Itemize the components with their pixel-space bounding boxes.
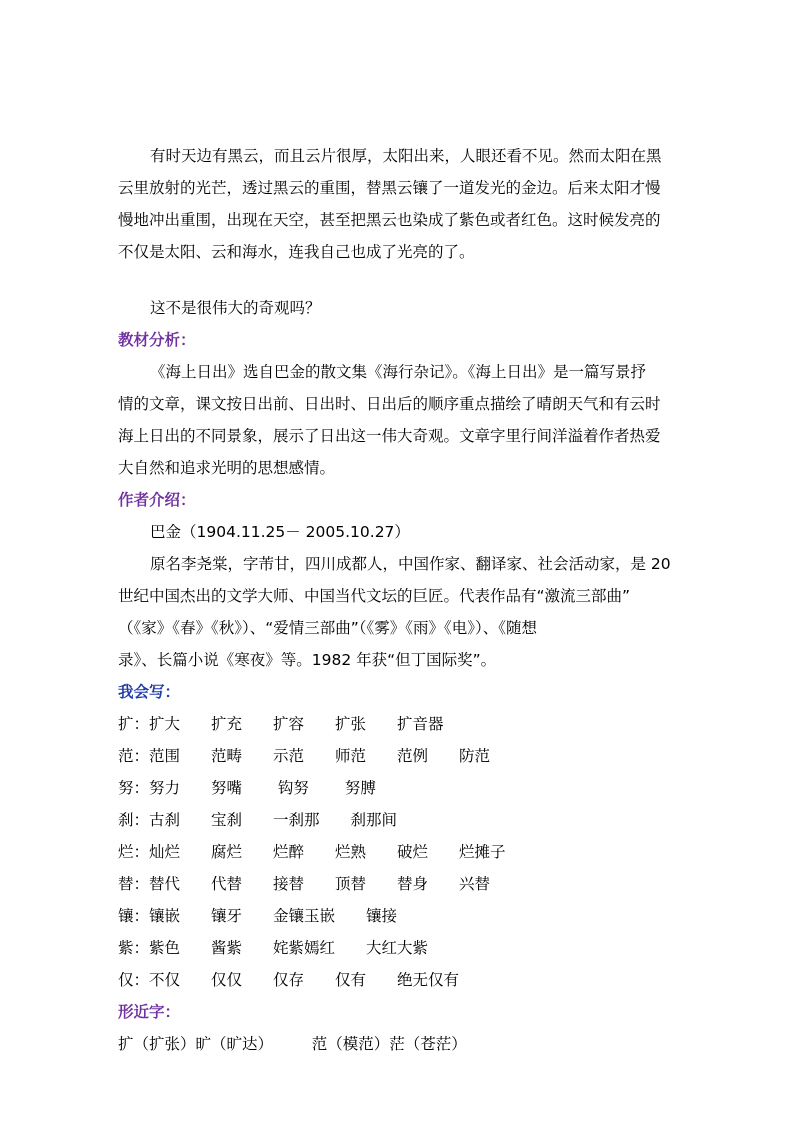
- paragraph-line: 大自然和追求光明的思想感情。: [118, 459, 336, 477]
- paragraph-line: 原名李尧棠，字芾甘，四川成都人，中国作家、翻译家、社会活动家，是 20: [150, 555, 671, 573]
- paragraph-line: 录》、长篇小说《寒夜》等。1982 年获“但丁国际奖”。: [118, 651, 497, 669]
- vocab-row: 紫：紫色 酱紫 姹紫嫣红 大红大紫: [118, 939, 429, 957]
- paragraph-line: 这不是很伟大的奇观吗？: [150, 299, 321, 317]
- paragraph-line: 情的文章，课文按日出前、日出时、日出后的顺序重点描绘了晴朗天气和有云时: [118, 395, 661, 413]
- paragraph-line: 慢地冲出重围，出现在天空，甚至把黑云也染成了紫色或者红色。这时候发亮的: [118, 211, 661, 229]
- section-heading-similar: 形近字：: [118, 1003, 181, 1021]
- paragraph-line: 不仅是太阳、云和海水，连我自己也成了光亮的了。: [118, 243, 475, 261]
- paragraph-line: 有时天边有黑云，而且云片很厚，太阳出来，人眼还看不见。然而太阳在黑: [150, 147, 662, 165]
- section-heading-analysis: 教材分析：: [118, 331, 196, 349]
- similar-chars-line: 扩（扩张）旷（旷达） 范（模范）茫（苍茫）: [118, 1035, 467, 1053]
- section-heading-author: 作者介绍：: [118, 491, 196, 509]
- paragraph-line: 《海上日出》选自巴金的散文集《海行杂记》。《海上日出》是一篇写景抒: [150, 363, 647, 381]
- vocab-row: 镶：镶嵌 镶牙 金镶玉嵌 镶接: [118, 907, 398, 925]
- paragraph-line: 云里放射的光芒，透过黑云的重围，替黑云镶了一道发光的金边。后来太阳才慢: [118, 179, 661, 197]
- paragraph-line: 世纪中国杰出的文学大师、中国当代文坛的巨匠。代表作品有“激流三部曲”: [118, 587, 631, 605]
- vocab-row: 努：努力 努嘴 钩努 努膊: [118, 779, 376, 797]
- vocab-row: 扩：扩大 扩充 扩容 扩张 扩音器: [118, 715, 444, 733]
- author-dates: 巴金（1904.11.25－ 2005.10.27）: [150, 523, 410, 541]
- vocab-row: 仅：不仅 仅仅 仅存 仅有 绝无仅有: [118, 971, 460, 989]
- vocab-row: 烂：灿烂 腐烂 烂醉 烂熟 破烂 烂摊子: [118, 843, 506, 861]
- vocab-row: 范：范围 范畴 示范 师范 范例 防范: [118, 747, 491, 765]
- vocab-row: 刹：古刹 宝刹 一刹那 刹那间: [118, 811, 398, 829]
- vocab-row: 替：替代 代替 接替 顶替 替身 兴替: [118, 875, 491, 893]
- paragraph-line: （《家》《春》《秋》）、“爱情三部曲”（《雾》《雨》《电》）、《随想: [118, 619, 538, 637]
- section-heading-write: 我会写：: [118, 683, 181, 701]
- paragraph-line: 海上日出的不同景象，展示了日出这一伟大奇观。文章字里行间洋溢着作者热爱: [118, 427, 661, 445]
